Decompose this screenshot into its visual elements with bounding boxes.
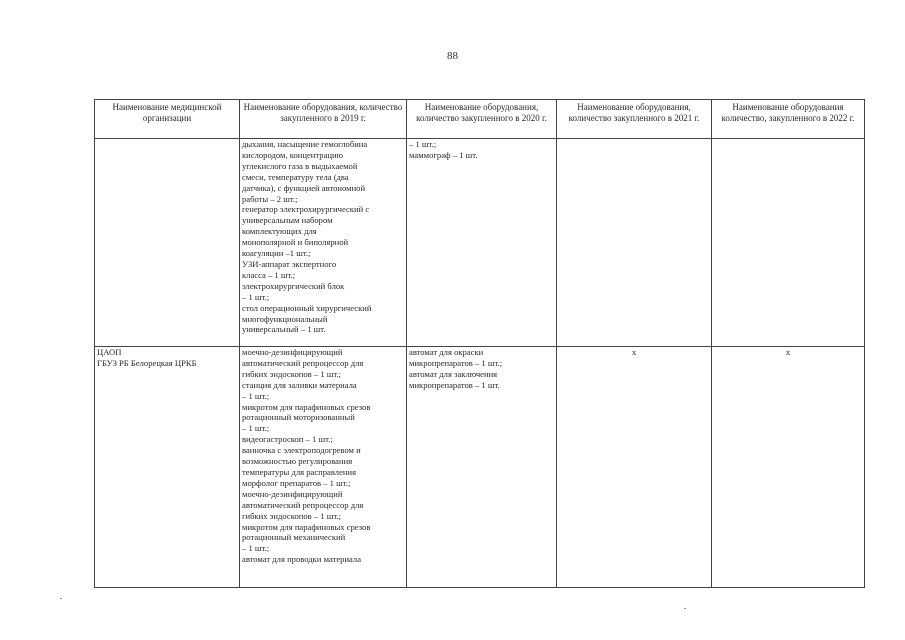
header-organization: Наименование медицинской организации	[95, 100, 240, 139]
equipment-2022-cell	[712, 139, 865, 347]
equipment-2019-cell	[240, 347, 407, 588]
cell-text-line: микротом для парафиновых срезов	[242, 401, 371, 412]
cell-text-line: – 1 шт.;	[242, 423, 270, 434]
table-row	[95, 347, 865, 588]
page-number: 88	[447, 50, 458, 62]
cell-text-line: станция для заливки материала	[242, 379, 357, 390]
cell-text-line: ГБУЗ РБ Белорецкая ЦРКБ	[97, 357, 197, 368]
scan-speck	[60, 598, 62, 599]
cell-text-line: автомат для проводки материала	[242, 554, 362, 565]
cell-text-line: многофункциональный	[242, 313, 328, 324]
cell-text-line: – 1 шт.;	[242, 291, 270, 302]
cell-text-line: моечно-дезинфицирующий	[242, 488, 343, 499]
cell-text-line: гибких эндоскопов – 1 шт.;	[242, 510, 341, 521]
cell-text-line: автоматический репроцессор для	[242, 357, 364, 368]
cell-text-line: моечно-дезинфицирующий	[242, 347, 343, 357]
header-equipment-2022: Наименование оборудования количество, закупленного в 2022 г.	[712, 100, 865, 139]
cell-text-line: ванночка с электроподогревом и	[242, 445, 361, 456]
cell-text-line: комплектующих для	[242, 226, 317, 237]
equipment-2020-cell	[407, 139, 557, 347]
cell-text-line: кислородом, концентрацию	[242, 149, 343, 160]
cell-text-line: – 1 шт.;	[409, 139, 437, 149]
cell-text-line: УЗИ-аппарат экспертного	[242, 258, 337, 269]
equipment-2020-cell	[407, 347, 557, 588]
cell-text-line: работы – 2 шт.;	[242, 193, 298, 204]
cell-text-line: – 1 шт.;	[242, 543, 270, 554]
cell-text-line: коагуляции –1 шт.;	[242, 248, 311, 259]
cell-text-line: микропрепаратов – 1 шт.;	[409, 357, 503, 368]
equipment-2021-cell: х	[557, 347, 712, 588]
cell-text-line: ротационный механический	[242, 532, 346, 543]
cell-text-line: ЦАОП	[97, 347, 122, 357]
cell-text-line: датчика), с функцией автономной	[242, 182, 366, 193]
cell-text-line: ротационный моторизованный	[242, 412, 355, 423]
cell-text-line: углекислого газа в выдыхаемой	[242, 160, 358, 171]
equipment-table	[94, 99, 865, 588]
cell-text-line: возможностью регулирования	[242, 456, 353, 467]
cell-text-line: микротом для парафиновых срезов	[242, 521, 371, 532]
cell-text-line: класса – 1 шт.;	[242, 269, 296, 280]
cell-text-line: видеогастроскоп – 1 шт.;	[242, 434, 333, 445]
org-cell	[95, 347, 240, 588]
cell-text-line: монополярной и биполярной	[242, 237, 349, 248]
header-equipment-2021: Наименование оборудования, количество закупленного в 2021 г.	[557, 100, 712, 139]
scan-speck	[684, 608, 686, 609]
cell-text-line: температуры для расправления	[242, 466, 357, 477]
header-equipment-2019: Наименование оборудования, количество закупленного в 2019 г.	[240, 100, 407, 139]
cell-text-line: универсальный – 1 шт.	[242, 324, 326, 335]
cell-text-line: электрохирургический блок	[242, 280, 345, 291]
cell-text-line: автомат для окраски	[409, 347, 484, 357]
cell-text-line: смеси, температуру тела (два	[242, 171, 349, 182]
cell-text-line: – 1 шт.;	[242, 390, 270, 401]
equipment-2022-cell: х	[712, 347, 865, 588]
equipment-2021-cell	[557, 139, 712, 347]
cell-text-line: автоматический репроцессор для	[242, 499, 364, 510]
cell-text-line: гибких эндоскопов – 1 шт.;	[242, 368, 341, 379]
cell-text-line: микропрепаратов – 1 шт.	[409, 379, 500, 390]
equipment-2019-cell	[240, 139, 407, 347]
cell-text-line: морфолог препаратов – 1 шт.;	[242, 477, 351, 488]
cell-text-line: универсальным набором	[242, 215, 333, 226]
table-header-row	[95, 100, 865, 139]
cell-text-line: автомат для заключения	[409, 368, 498, 379]
cell-text-line: стол операционный хирургический	[242, 302, 372, 313]
table-row	[95, 139, 865, 347]
org-cell	[95, 139, 240, 347]
cell-text-line: дыхания, насыщение гемоглобина	[242, 139, 368, 149]
header-equipment-2020: Наименование оборудования, количество закупленного в 2020 г.	[407, 100, 557, 139]
cell-text-line: генератор электрохирургический с	[242, 204, 370, 215]
cell-text-line: маммограф – 1 шт.	[409, 149, 478, 160]
